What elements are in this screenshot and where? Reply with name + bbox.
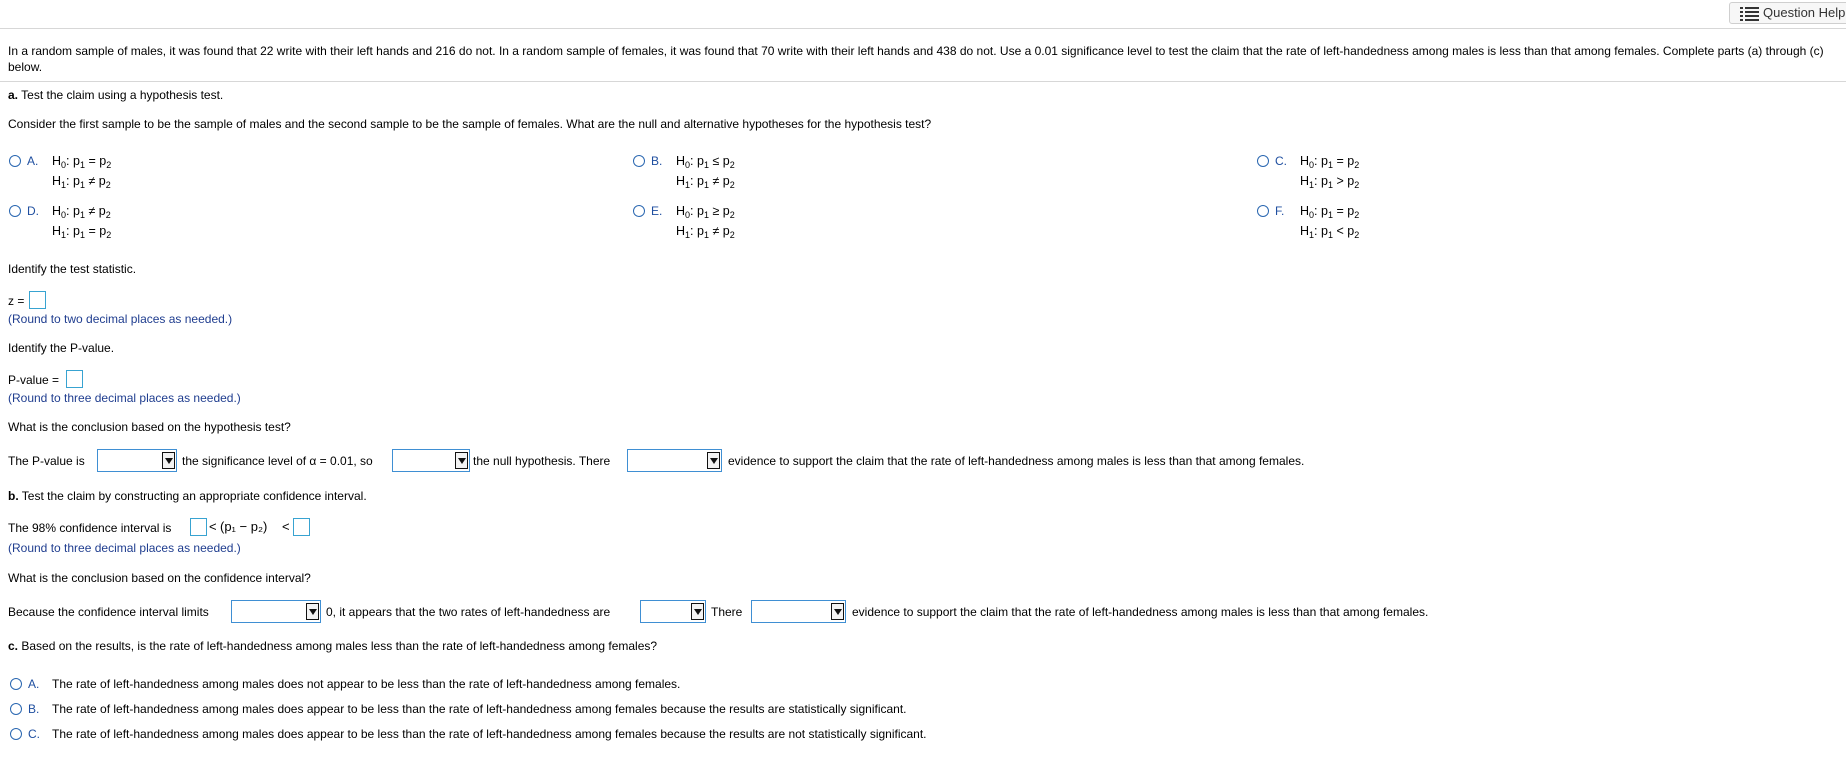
ci-rounding-hint: (Round to three decimal places as needed.) [8,541,241,555]
z-rounding-hint: (Round to two decimal places as needed.) [8,312,233,326]
dropdown-arrow-icon [707,452,720,469]
ci-less-than-1: < [209,519,217,534]
dropdown-arrow-icon [691,603,704,620]
option-c-hypotheses: $H_0$: $p_1 = p_2$ $H_1$: $p_1 > p_2$ [1300,154,1360,190]
pvalue-field-label: P-value = [8,373,60,387]
part-a-label: a. [8,88,19,102]
evidence-dropdown-a[interactable] [627,449,722,472]
ci-conclusion-text-2: 0, it appears that the two rates of left-handedness are [326,605,611,619]
hypotheses-question: Consider the first sample to be the sample of males and the second sample to be the sample of females. What are the null and alternative hypotheses for the hypothesis test? [8,117,932,131]
hypothesis-conclusion-question: What is the conclusion based on the hypothesis test? [8,420,291,434]
ci-less-than-2: < [282,519,290,534]
z-label: z = [8,294,25,308]
radio-part-c-a[interactable] [10,678,22,690]
evidence-dropdown-b[interactable] [751,600,846,623]
pvalue-label: Identify the P-value. [8,341,115,355]
part-c-option-b-text: The rate of left-handedness among males does appear to be less than the rate of left-handedness among females because the results are statistically significant. [52,702,907,716]
option-a-h1-operator: ≠ [88,174,96,188]
dropdown-arrow-icon [162,452,175,469]
top-toolbar [0,0,1846,29]
pvalue-comparison-dropdown[interactable] [97,449,177,472]
part-b-heading [8,489,367,503]
radio-option-f[interactable] [1257,205,1269,217]
option-b-letter: B. [651,154,663,168]
option-d-h1-operator: = [88,224,96,238]
conclusion-text-2: the significance level of α = 0.01, so [182,454,373,468]
option-b-h0-operator: ≤ [712,154,720,168]
option-e-hypotheses: $H_0$: $p_1 \ge p_2$ $H_1$: $p_1 \ne p_2$ [676,204,735,240]
pvalue-input[interactable] [66,370,83,388]
part-c-option-a-letter: A. [28,677,40,691]
ci-limits-dropdown[interactable] [231,600,321,623]
radio-option-c[interactable] [1257,155,1269,167]
option-f-hypotheses: $H_0$: $p_1 = p_2$ $H_1$: $p_1 < p_2$ [1300,204,1360,240]
ci-text: The 98% confidence interval is [8,521,172,535]
option-f-letter: F. [1275,204,1285,218]
option-a-hypotheses: $H_0$: $p_1 = p_2$ $H_1$: $p_1 \ne p_2$ [52,154,112,190]
question-help-label: Question Help [1763,5,1846,20]
option-e-h0-operator: ≥ [712,204,720,218]
test-statistic-label: Identify the test statistic. [8,262,137,276]
option-c-letter: C. [1275,154,1287,168]
ci-conclusion-text-1: Because the confidence interval limits [8,605,209,619]
part-c-text: Based on the results, is the rate of left-handedness among males less than the rate of left-handedness among females? [21,639,658,653]
option-d-h0-operator: ≠ [88,204,96,218]
option-c-h1-operator: > [1336,174,1344,188]
option-d-letter: D. [27,204,39,218]
ci-conclusion-question: What is the conclusion based on the confidence interval? [8,571,311,585]
question-help-button[interactable] [1729,2,1846,24]
part-a-text: Test the claim using a hypothesis test. [21,88,224,102]
null-hypothesis-decision-dropdown[interactable] [392,449,470,472]
rates-dropdown[interactable] [640,600,706,623]
part-c-option-c-letter: C. [28,727,40,741]
radio-part-c-c[interactable] [10,728,22,740]
option-d-hypotheses: $H_0$: $p_1 \ne p_2$ $H_1$: $p_1 = p_2$ [52,204,112,240]
option-a-h0-operator: = [88,154,96,168]
part-c-heading [8,639,657,653]
question-intro: In a random sample of males, it was found that 22 write with their left hands and 216 do not. In a random sample of females, it was found that 70 write with their left hands and 438 do not. Use a 0.01 significance level to test the claim that the rate of left-handedness among males is less than that among females. Complete parts (a) through (c) below. [8,44,1824,74]
part-c-label: c. [8,639,19,653]
part-a-heading [8,88,223,102]
conclusion-text-1: The P-value is [8,454,85,468]
radio-part-c-b[interactable] [10,703,22,715]
option-a-letter: A. [27,154,39,168]
dropdown-arrow-icon [831,603,844,620]
ci-lower-input[interactable] [190,518,207,536]
divider [0,81,1846,82]
ci-expression: (p₁ − p₂) [220,519,268,534]
ci-conclusion-text-3: There [711,605,743,619]
conclusion-text-4: evidence to support the claim that the rate of left-handedness among males is less than that among females. [728,454,1305,468]
radio-option-d[interactable] [9,205,21,217]
part-b-label: b. [8,489,19,503]
option-e-letter: E. [651,204,663,218]
radio-option-b[interactable] [633,155,645,167]
z-input[interactable] [29,291,46,309]
ci-conclusion-text-4: evidence to support the claim that the rate of left-handedness among males is less than that among females. [852,605,1429,619]
option-b-hypotheses: $H_0$: $p_1 \le p_2$ $H_1$: $p_1 \ne p_2$ [676,154,735,190]
part-b-text: Test the claim by constructing an appropriate confidence interval. [21,489,367,503]
radio-option-a[interactable] [9,155,21,167]
radio-option-e[interactable] [633,205,645,217]
option-c-h0-operator: = [1336,154,1344,168]
option-f-h1-operator: < [1336,224,1344,238]
dropdown-arrow-icon [455,452,468,469]
dropdown-arrow-icon [306,603,319,620]
option-f-h0-operator: = [1336,204,1344,218]
ci-upper-input[interactable] [293,518,310,536]
pvalue-rounding-hint: (Round to three decimal places as needed.) [8,391,241,405]
conclusion-text-3: the null hypothesis. There [473,454,611,468]
part-c-option-a-text: The rate of left-handedness among males does not appear to be less than the rate of left-handedness among females. [52,677,681,691]
option-b-h1-operator: ≠ [712,174,720,188]
list-icon [1740,7,1759,20]
part-c-option-b-letter: B. [28,702,40,716]
part-c-option-c-text: The rate of left-handedness among males does appear to be less than the rate of left-handedness among females because the results are not statistically significant. [52,727,927,741]
option-e-h1-operator: ≠ [712,224,720,238]
